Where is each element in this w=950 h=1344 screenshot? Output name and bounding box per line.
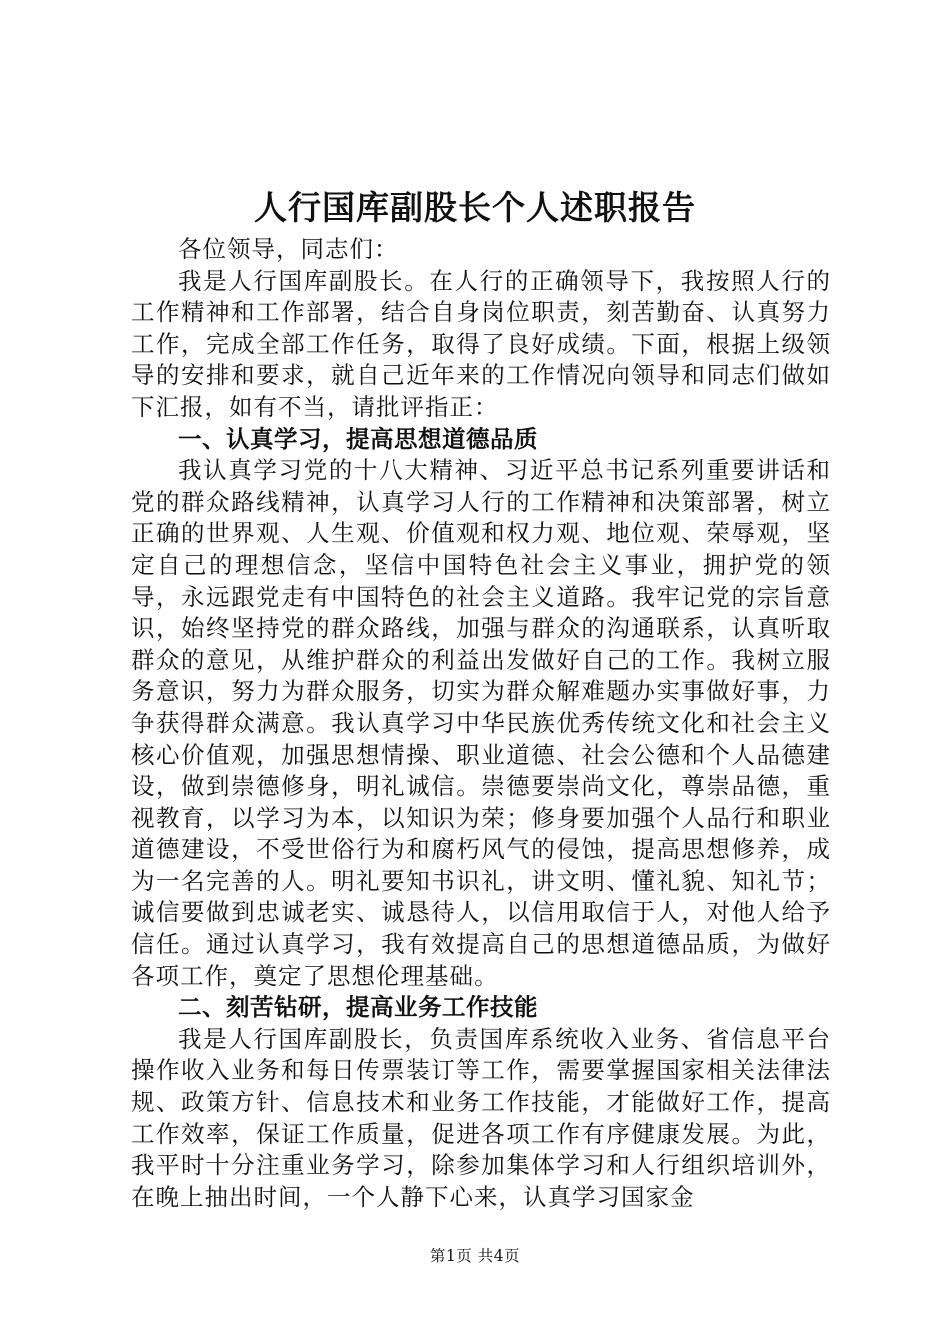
section-heading-2: 二、刻苦钻研，提高业务工作技能 (178, 993, 538, 1022)
salutation: 各位领导，同志们： (178, 235, 399, 263)
section-paragraph-1: 我认真学习党的十八大精神、习近平总书记系列重要讲话和党的群众路线精神，认真学习人行的工作精神和决策部署，树立正确的世界观、人生观、价值观和权力观、地位观、荣辱观，坚定自己的理想信念，坚信中国特色社会主义事业，拥护党的领导，永远跟党走有中国特色的社会主义道路。我牢记党的宗旨意识，始终坚持党的群众路线，加强与群众的沟通联系，认真听取群众的意见，从维护群众的利益出发做好自己的工作。我树立服务意识，努力为群众服务，切实为群众解难题办实事做好事，力争获得群众满意。我认真学习中华民族优秀传统文化和社会主义核心价值观，加强思想情操、职业道德、社会公德和个人品德建设，做到崇德修身，明礼诚信。崇德要崇尚文化，尊崇品德，重视教育，以学习为本，以知识为荣；修身要加强个人品行和职业道德建设，不受世俗行为和腐朽风气的侵蚀，提高思想修养，成为一名完善的人。明礼要知书识礼，讲文明、懂礼貌、知礼节；诚信要做到忠诚老实、诚恳待人，以信用取信于人，对他人给予信任。通过认真学习，我有效提高自己的思想道德品质，为做好各项工作，奠定了思想伦理基础。 (131, 456, 831, 990)
section-heading-1: 一、认真学习，提高思想道德品质 (178, 424, 538, 453)
document-body (131, 234, 831, 1213)
section-paragraph-2: 我是人行国库副股长，负责国库系统收入业务、省信息平台操作收入业务和每日传票装订等工作，需要掌握国家相关法律法规、政策方针、信息技术和业务工作技能，才能做好工作，提高工作效率，保证工作质量，促进各项工作有序健康发展。为此，我平时十分注重业务学习，除参加集体学习和人行组织培训外，在晚上抽出时间，一个人静下心来，认真学习国家金 (131, 1024, 831, 1211)
page-number-footer: 第1页 共4页 (429, 1247, 521, 1265)
intro-paragraph: 我是人行国库副股长。在人行的正确领导下，我按照人行的工作精神和工作部署，结合自身岗位职责，刻苦勤奋、认真努力工作，完成全部工作任务，取得了良好成绩。下面，根据上级领导的安排和要求，就自己近年来的工作情况向领导和同志们做如下汇报，如有不当，请批评指正： (131, 266, 831, 421)
document-title: 人行国库副股长个人述职报告 (254, 188, 696, 227)
